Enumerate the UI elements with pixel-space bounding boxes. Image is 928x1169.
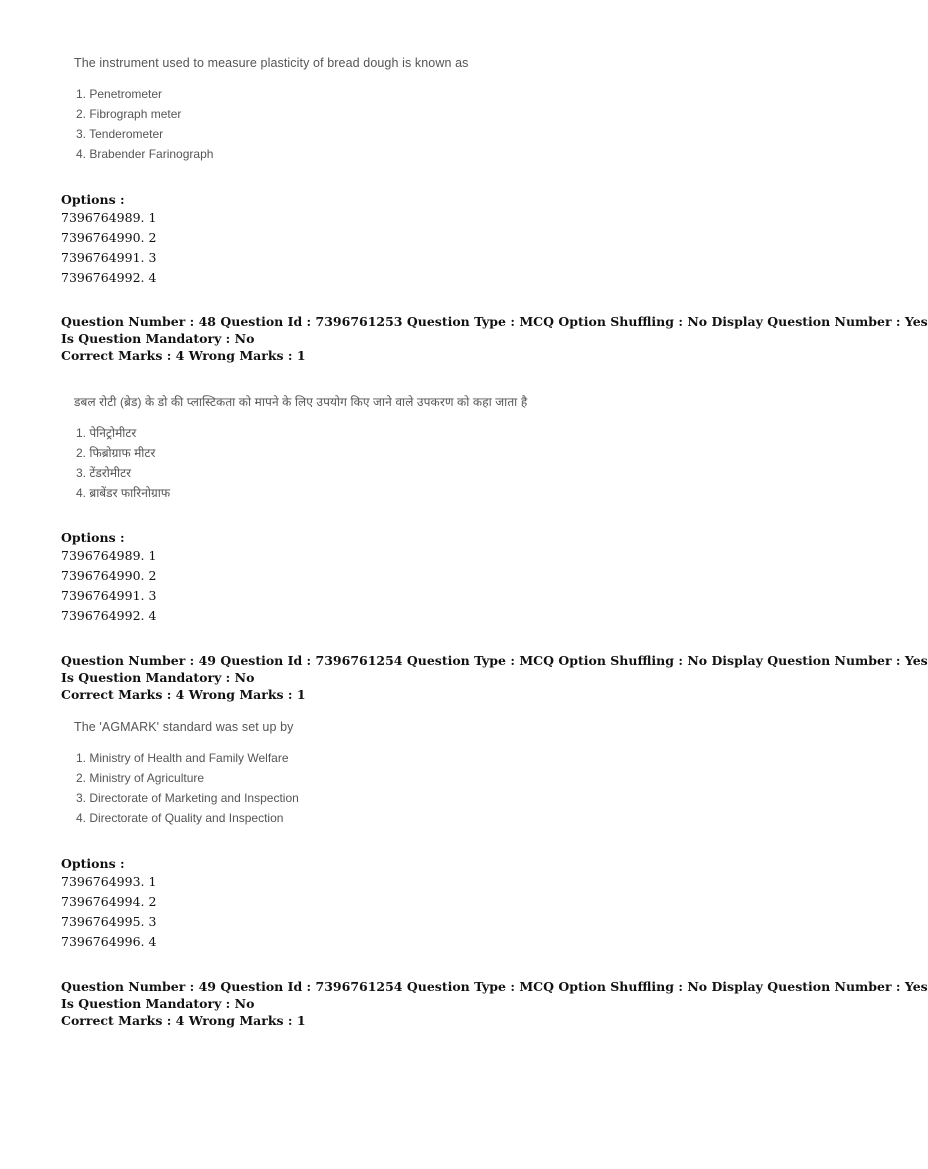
options-title: Options : — [61, 856, 125, 871]
option-item: 7396764994. 2 — [61, 894, 157, 909]
question-47-en — [74, 56, 469, 164]
options-block-1 — [61, 192, 156, 288]
option-item: 7396764996. 4 — [61, 934, 157, 949]
question-choice: 3. टेंडरोमीटर — [76, 466, 132, 480]
question-choice: 4. ब्राबेंडर फारिनोग्राफ — [76, 486, 171, 500]
question-choices — [74, 748, 299, 828]
question-choice: 2. Fibrograph meter — [76, 107, 182, 121]
meta-mandatory: Is Question Mandatory : No — [61, 670, 255, 685]
meta-mandatory: Is Question Mandatory : No — [61, 996, 255, 1011]
options-title: Options : — [61, 530, 125, 545]
question-choice: 1. Ministry of Health and Family Welfare — [76, 751, 289, 765]
question-meta-48 — [61, 313, 928, 364]
meta-marks: Correct Marks : 4 Wrong Marks : 1 — [61, 348, 306, 363]
option-item: 7396764995. 3 — [61, 914, 157, 929]
option-item: 7396764989. 1 — [61, 210, 157, 225]
question-meta-49 — [61, 652, 928, 703]
question-choice: 1. Penetrometer — [76, 87, 163, 101]
question-choice: 3. Directorate of Marketing and Inspection — [76, 791, 299, 805]
question-choice: 4. Brabender Farinograph — [76, 147, 214, 161]
options-block-3 — [61, 856, 156, 952]
question-stem: डबल रोटी (ब्रेड) के डो की प्लास्टिकता को मापने के लिए उपयोग किए जाने वाले उपकरण को कहा जाता है — [74, 395, 528, 409]
meta-question-info: Question Number : 49 Question Id : 7396761254 Question Type : MCQ Option Shuffling : No Display Question Number : Yes — [61, 979, 928, 994]
question-choice: 3. Tenderometer — [76, 127, 164, 141]
question-48-hi — [74, 393, 527, 503]
option-item: 7396764992. 4 — [61, 270, 157, 285]
question-stem: The 'AGMARK' standard was set up by — [74, 720, 294, 734]
question-choices — [74, 423, 527, 503]
question-meta-49-hi — [61, 978, 928, 1029]
question-choice: 1. पेनिट्रोमीटर — [76, 426, 137, 440]
meta-marks: Correct Marks : 4 Wrong Marks : 1 — [61, 687, 306, 702]
option-item: 7396764993. 1 — [61, 874, 157, 889]
question-49-en — [74, 720, 299, 828]
option-item: 7396764990. 2 — [61, 568, 157, 583]
option-item: 7396764991. 3 — [61, 250, 157, 265]
options-list — [61, 872, 156, 952]
question-choice: 2. फिब्रोग्राफ मीटर — [76, 446, 156, 460]
option-item: 7396764990. 2 — [61, 230, 157, 245]
option-item: 7396764992. 4 — [61, 608, 157, 623]
meta-question-info: Question Number : 49 Question Id : 7396761254 Question Type : MCQ Option Shuffling : No Display Question Number : Yes — [61, 653, 928, 668]
option-item: 7396764989. 1 — [61, 548, 157, 563]
question-choice: 2. Ministry of Agriculture — [76, 771, 205, 785]
options-list — [61, 208, 156, 288]
question-choices — [74, 84, 469, 164]
options-title: Options : — [61, 192, 125, 207]
meta-question-info: Question Number : 48 Question Id : 7396761253 Question Type : MCQ Option Shuffling : No Display Question Number : Yes — [61, 314, 928, 329]
options-block-2 — [61, 530, 156, 626]
question-stem: The instrument used to measure plasticity of bread dough is known as — [74, 56, 469, 70]
question-choice: 4. Directorate of Quality and Inspection — [76, 811, 284, 825]
option-item: 7396764991. 3 — [61, 588, 157, 603]
meta-marks: Correct Marks : 4 Wrong Marks : 1 — [61, 1013, 306, 1028]
meta-mandatory: Is Question Mandatory : No — [61, 331, 255, 346]
options-list — [61, 546, 156, 626]
